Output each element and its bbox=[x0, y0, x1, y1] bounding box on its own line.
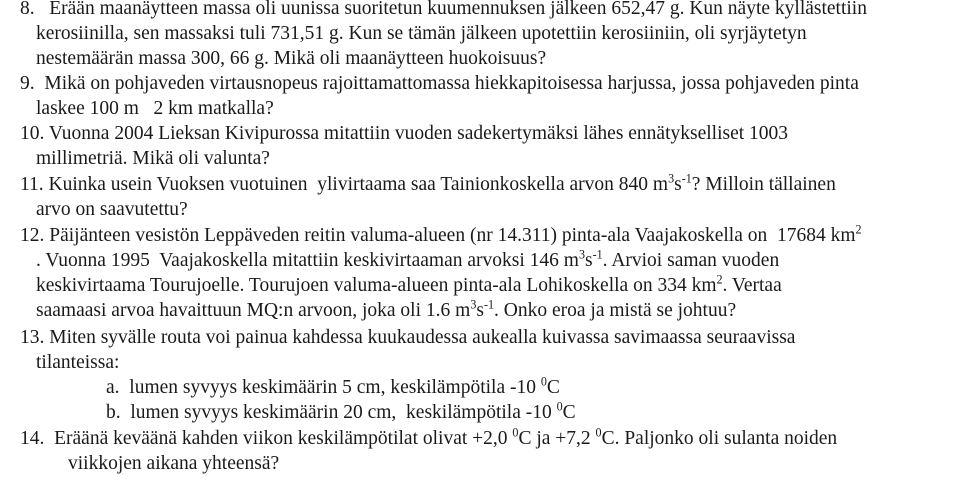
superscript: -1 bbox=[681, 171, 692, 186]
text-run: arvo on saavutettu? bbox=[36, 199, 188, 220]
text-run: C bbox=[546, 377, 560, 398]
question-line bbox=[36, 22, 807, 46]
text-run: C ja +7,2 bbox=[518, 428, 596, 449]
superscript: 0 bbox=[512, 425, 519, 440]
text-run: nestemäärän massa 300, 66 g. Mikä oli maanäytteen huokoisuus? bbox=[36, 48, 547, 69]
text-run: keskivirtaama Tourujoelle. Tourujoen valuma-alueen pinta-ala Lohikoskella on 334 km bbox=[36, 275, 717, 296]
text-run: b. lumen syvyys keskimäärin 20 cm, keskilämpötila -10 bbox=[106, 402, 557, 423]
text-run: 11. Kuinka usein Vuoksen vuotuinen ylivirtaama saa Tainionkoskella arvon 840 m bbox=[20, 174, 669, 195]
text-run: C. Paljonko oli sulanta noiden bbox=[601, 428, 838, 449]
text-run: 10. Vuonna 2004 Lieksan Kivipurossa mitattiin vuoden sadekertymäksi lähes ennätykselliset 1003 bbox=[20, 123, 789, 144]
question-line bbox=[20, 427, 837, 451]
text-run: tilanteissa: bbox=[36, 352, 120, 373]
question-line bbox=[36, 351, 119, 375]
question-line bbox=[68, 452, 279, 476]
superscript: 2 bbox=[855, 222, 862, 237]
text-run: laskee 100 m 2 km matkalla? bbox=[36, 98, 274, 119]
superscript: 0 bbox=[540, 374, 547, 389]
text-run: viikkojen aikana yhteensä? bbox=[68, 453, 280, 474]
text-run: 13. Miten syvälle routa voi painua kahdessa kuukaudessa aukealla kuivassa savimaassa seuraavissa bbox=[20, 327, 796, 348]
question-line bbox=[20, 72, 859, 96]
text-run: . Onko eroa ja mistä se johtuu? bbox=[494, 300, 737, 321]
superscript: 3 bbox=[470, 297, 477, 312]
question-line bbox=[20, 0, 867, 21]
question-line bbox=[36, 147, 270, 171]
question-line bbox=[20, 224, 862, 248]
text-run: saamaasi arvoa havaittuun MQ:n arvoon, joka oli 1.6 m bbox=[36, 300, 471, 321]
superscript: -1 bbox=[592, 247, 603, 262]
text-run: s bbox=[476, 300, 484, 321]
text-run: . Arvioi saman vuoden bbox=[602, 250, 780, 271]
text-run: 12. Päijänteen vesistön Leppäveden reitin valuma-alueen (nr 14.311) pinta-ala Vaajakoskella on 17684 km bbox=[20, 225, 856, 246]
text-run: ? Milloin tällainen bbox=[691, 174, 836, 195]
superscript: 3 bbox=[578, 247, 585, 262]
text-run: millimetriä. Mikä oli valunta? bbox=[36, 148, 270, 169]
question-line bbox=[20, 326, 795, 350]
question-line bbox=[36, 97, 274, 121]
text-run: a. lumen syvyys keskimäärin 5 cm, keskilämpötila -10 bbox=[106, 377, 541, 398]
question-line bbox=[106, 376, 560, 400]
question-line bbox=[36, 274, 782, 298]
text-run: 9. Mikä on pohjaveden virtausnopeus rajoittamattomassa hiekkapitoisessa harjussa, jossa pohjaveden pinta bbox=[20, 73, 859, 94]
text-run: C bbox=[562, 402, 576, 423]
question-line bbox=[20, 173, 836, 197]
question-line bbox=[106, 401, 576, 425]
superscript: 2 bbox=[716, 272, 723, 287]
question-line bbox=[36, 198, 188, 222]
text-run: 14. Eräänä keväänä kahden viikon keskilämpötilat olivat +2,0 bbox=[20, 428, 513, 449]
question-line bbox=[36, 299, 736, 323]
text-run: . Vertaa bbox=[722, 275, 782, 296]
text-run: . Vuonna 1995 Vaajakoskella mitattiin keskivirtaaman arvoksi 146 m bbox=[36, 250, 579, 271]
text-run: s bbox=[674, 174, 682, 195]
question-line bbox=[36, 249, 779, 273]
text-run: 8. Erään maanäytteen massa oli uunissa suoritetun kuumennuksen jälkeen 652,47 g. Kun näyte kyllästettiin bbox=[20, 0, 867, 19]
superscript: 0 bbox=[595, 425, 602, 440]
question-line bbox=[20, 122, 788, 146]
question-line bbox=[36, 47, 546, 71]
superscript: 0 bbox=[556, 399, 563, 414]
superscript: 3 bbox=[668, 171, 675, 186]
text-run: kerosiinilla, sen massaksi tuli 731,51 g. Kun se tämän jälkeen upotettiin kerosiiniin, oli syrjäytetyn bbox=[36, 23, 807, 44]
text-run: s bbox=[584, 250, 593, 271]
superscript: -1 bbox=[483, 297, 495, 312]
